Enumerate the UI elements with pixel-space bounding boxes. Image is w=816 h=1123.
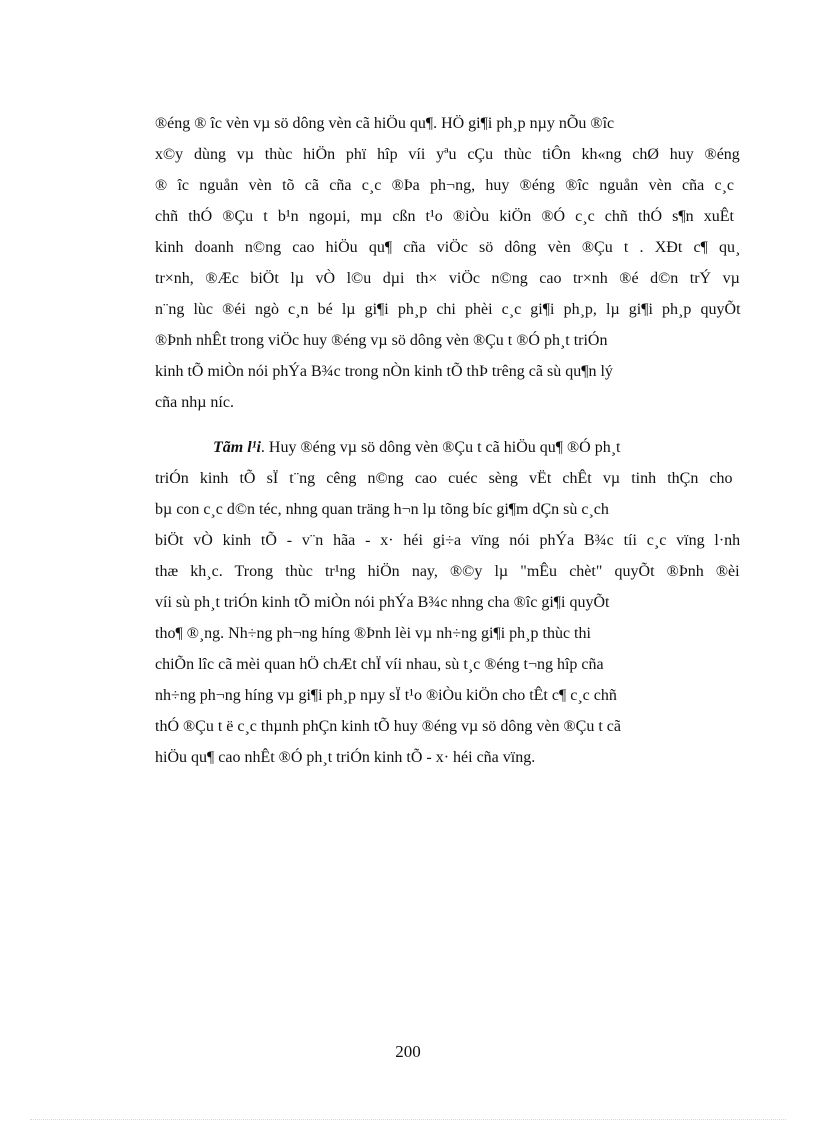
text-line: ® îc nguån vèn tõ cã cña c¸c ®Þa ph¬ng, huy ®éng ®îc nguån vèn cña c¸c — [155, 177, 735, 194]
text-line: thÓ ®Çu t ë c¸c thµnh phÇn kinh tÕ huy ®éng vµ sö dông vèn ®Çu t cã — [155, 718, 621, 735]
text-line: x©y dùng vµ thùc hiÖn phï hîp víi yªu cÇu thùc tiÔn kh«ng chØ huy ®éng — [155, 146, 740, 163]
text-line: tho¶ ®¸ng. Nh÷ng ph¬ng híng ®Þnh lèi vµ nh÷ng gi¶i ph¸p thùc thi — [155, 625, 591, 642]
text-line: hiÖu qu¶ cao nhÊt ®Ó ph¸t triÓn kinh tÕ - x· héi cña vïng. — [155, 749, 536, 766]
text-line: ®Þnh nhÊt trong viÖc huy ®éng vµ sö dông vèn ®Çu t ®Ó ph¸t triÓn — [155, 332, 608, 349]
text-line: biÖt vÒ kinh tÕ - v¨n hãa - x· héi gi÷a vïng nói phÝa B¾c tíi c¸c vïng l·nh — [155, 532, 741, 549]
text-line: kinh tÕ miÒn nói phÝa B¾c trong nÒn kinh tÕ thÞ trêng cã sù qu¶n lý — [155, 363, 613, 380]
text-line: cña nhµ níc. — [155, 394, 234, 411]
text-line: n¨ng lùc ®éi ngò c¸n bé lµ gi¶i ph¸p chi phèi c¸c gi¶i ph¸p, lµ gi¶i ph¸p quyÕt — [155, 301, 741, 318]
text-line: víi sù ph¸t triÓn kinh tÕ miÒn nói phÝa B¾c nhng cha ®îc gi¶i quyÕt — [155, 594, 610, 611]
paragraph-1 — [155, 108, 740, 418]
summary-lead: Tãm l¹i — [213, 439, 261, 456]
page-number: 200 — [395, 1042, 421, 1061]
body-text — [155, 108, 740, 773]
page-divider — [30, 1119, 786, 1120]
text-line: tr×nh, ®Æc biÖt lµ vÒ l©u dµi th× viÖc n©ng cao tr×nh ®é d©n trÝ vµ — [155, 270, 740, 287]
text-line: kinh doanh n©ng cao hiÖu qu¶ cña viÖc sö dông vèn ®Çu t . XÐt c¶ qu¸ — [155, 239, 741, 256]
text-line: bµ con c¸c d©n téc, nhng quan träng h¬n lµ tõng bíc gi¶m dÇn sù c¸ch — [155, 501, 609, 518]
text-line: chñ thÓ ®Çu t b¹n ngoµi, mµ cßn t¹o ®iÒu kiÖn ®Ó c¸c chñ thÓ s¶n xuÊt — [155, 208, 734, 225]
text-line: ®éng ® îc vèn vµ sö dông vèn cã hiÖu qu¶. HÖ gi¶i ph¸p nµy nÕu ®îc — [155, 115, 615, 132]
text-line: chiÕn lîc cã mèi quan hÖ chÆt chÏ víi nhau, sù t¸c ®éng t¬ng hîp cña — [155, 656, 604, 673]
text-line: thæ kh¸c. Trong thùc tr¹ng hiÖn nay, ®©y lµ "mÊu chèt" quyÕt ®Þnh ®èi — [155, 563, 740, 580]
text-line: triÓn kinh tÕ sÏ t¨ng cêng n©ng cao cuéc sèng vËt chÊt vµ tinh thÇn cho — [155, 470, 733, 487]
paragraph-2 — [155, 432, 740, 773]
text-line — [155, 432, 740, 463]
summary-first-line: . Huy ®éng vµ sö dông vèn ®Çu t cã hiÖu qu¶ ®Ó ph¸t — [260, 439, 621, 456]
text-line: nh÷ng ph¬ng híng vµ gi¶i ph¸p nµy sÏ t¹o ®iÒu kiÖn cho tÊt c¶ c¸c chñ — [155, 687, 617, 704]
